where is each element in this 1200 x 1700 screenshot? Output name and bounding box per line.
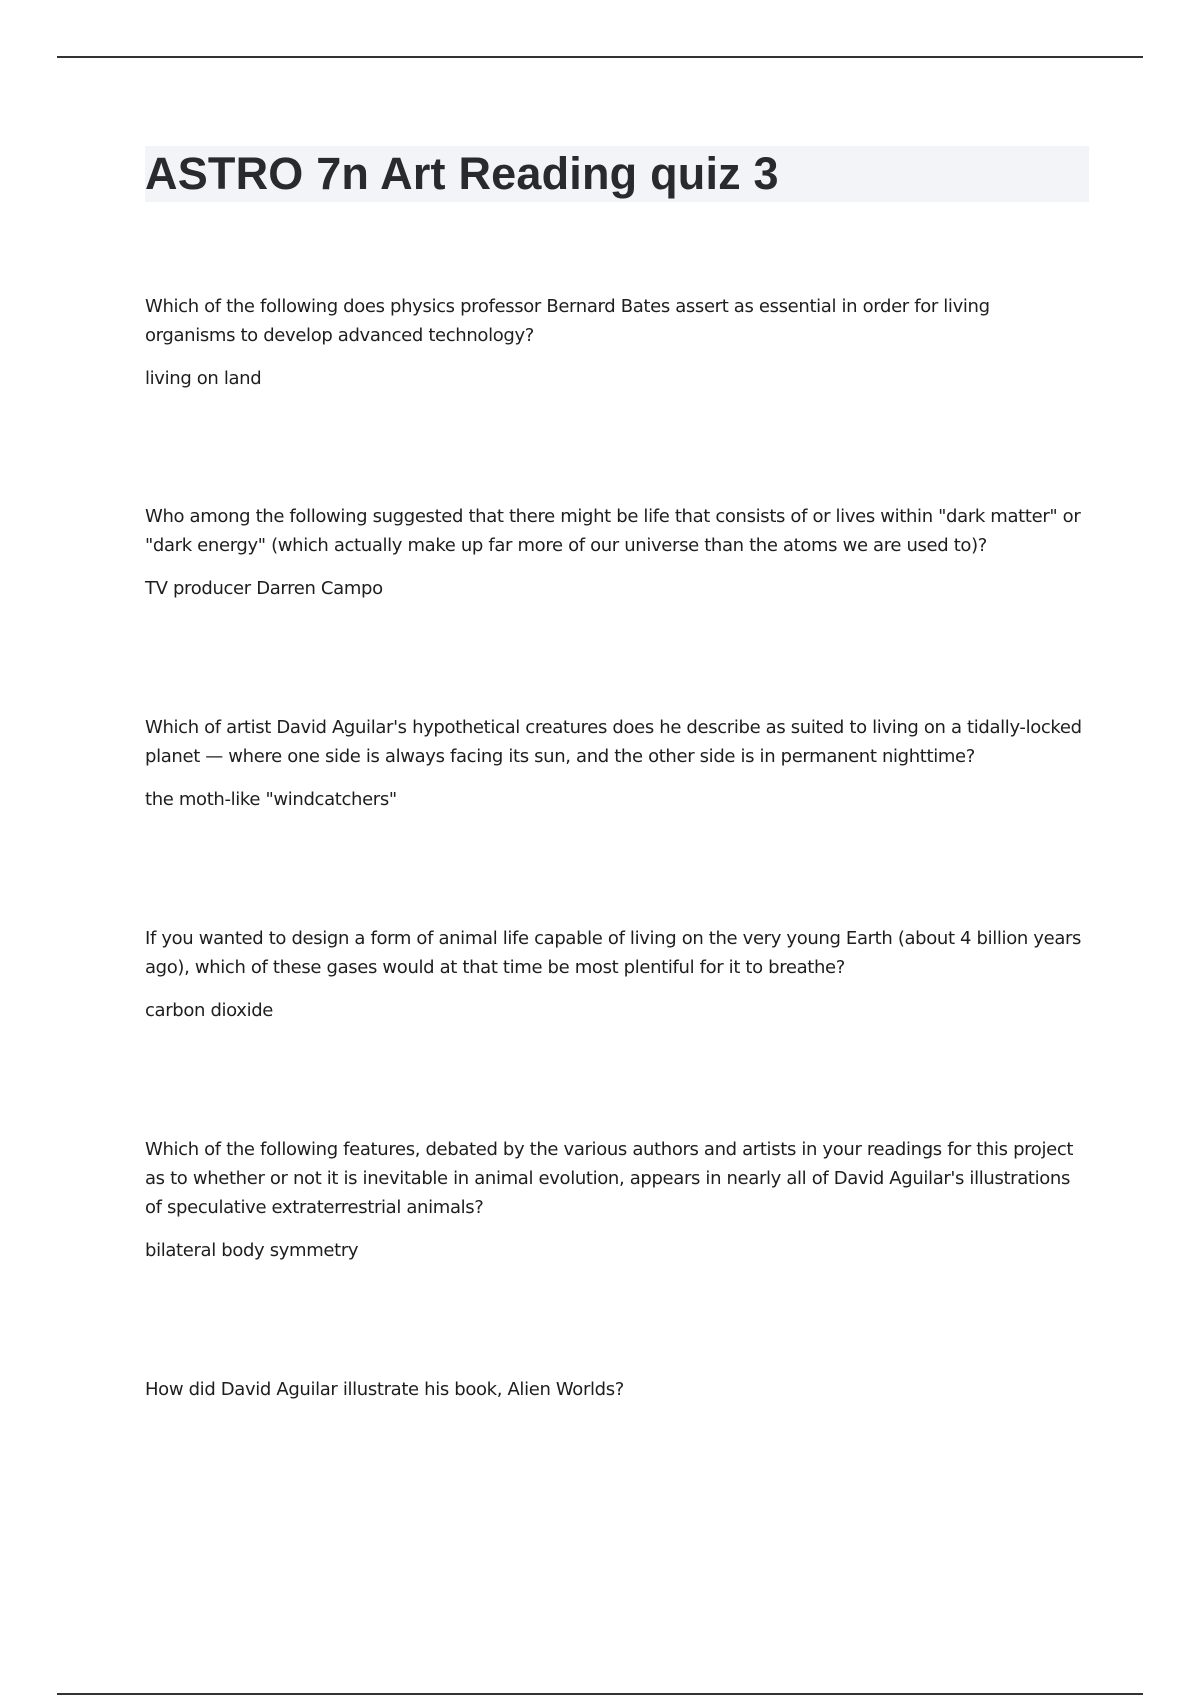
question-text: Which of the following features, debated by the various authors and artists in your readings for this project as to whether or not it is inevitable in animal evolution, appears in nearly all of David Aguilar's illustrations of speculative extraterrestrial animals?	[145, 1139, 1074, 1218]
answer-text: bilateral body symmetry	[145, 1240, 359, 1261]
answer-text: TV producer Darren Campo	[145, 578, 383, 599]
bottom-rule	[57, 1693, 1143, 1695]
qa-item	[145, 713, 1085, 814]
question-text: How did David Aguilar illustrate his book, Alien Worlds?	[145, 1379, 624, 1400]
answer-text: carbon dioxide	[145, 1000, 274, 1021]
question-text: Which of artist David Aguilar's hypothetical creatures does he describe as suited to living on a tidally-locked planet — where one side is always facing its sun, and the other side is in permanent nighttime?	[145, 717, 1082, 767]
qa-item	[145, 1135, 1085, 1265]
answer-text: the moth-like "windcatchers"	[145, 789, 397, 810]
page-title: ASTRO 7n Art Reading quiz 3	[145, 148, 779, 199]
top-rule	[57, 56, 1143, 58]
question-text: Which of the following does physics professor Bernard Bates assert as essential in order for living organisms to develop advanced technology?	[145, 296, 990, 346]
qa-item	[145, 502, 1085, 603]
qa-item	[145, 924, 1085, 1025]
question-text: Who among the following suggested that there might be life that consists of or lives within "dark matter" or "dark energy" (which actually make up far more of our universe than the atoms we are used to)?	[145, 506, 1081, 556]
qa-item	[145, 1375, 1085, 1404]
qa-item	[145, 292, 1085, 393]
answer-text: living on land	[145, 368, 262, 389]
question-text: If you wanted to design a form of animal life capable of living on the very young Earth (about 4 billion years ago), which of these gases would at that time be most plentiful for it to breathe?	[145, 928, 1082, 978]
